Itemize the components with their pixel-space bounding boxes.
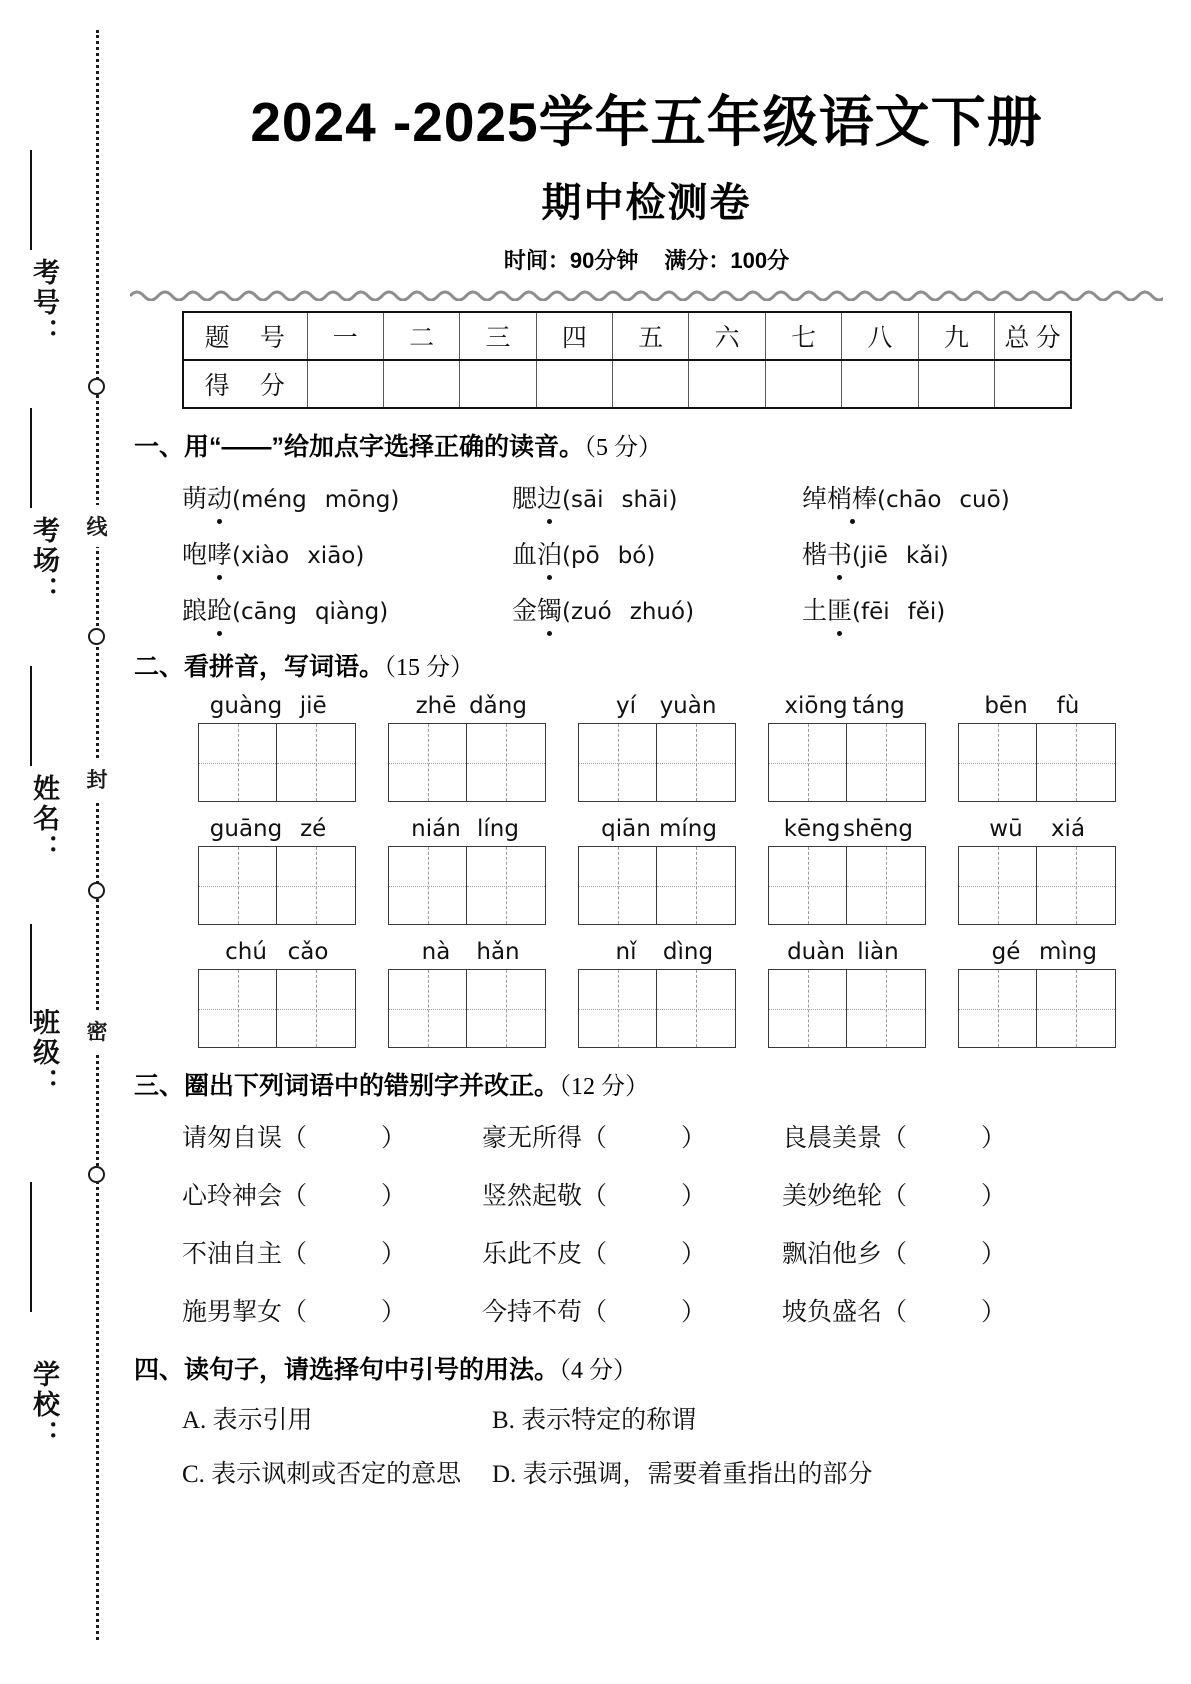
pinyin-option-a[interactable]: fēi [861,599,890,625]
pinyin-syllable-a: nà [421,939,451,965]
score-cell-4[interactable] [536,360,612,408]
score-col-7: 七 [765,312,841,360]
pinyin-pair [372,816,562,842]
section-3-heading [134,1066,1163,1102]
field-label-banji: 班级： [29,1008,59,1098]
tianzige-pair [372,723,562,802]
field-label-xuexiao: 学校： [29,1360,59,1450]
pinyin-pair [182,693,372,719]
tianzige-cell[interactable] [198,969,277,1048]
pinyin-pair [562,939,752,965]
tianzige-pair [942,846,1132,925]
word-prefix: 绰 [802,486,828,513]
binding-circle [88,882,105,899]
wrong-char-row [182,1234,1163,1270]
pinyin-option-b[interactable]: shāi [621,487,669,513]
field-label-kaohao: 考号： [29,258,59,348]
tianzige-cell[interactable] [467,969,546,1048]
option-c[interactable]: C. 表示讽刺或否定的意思 [182,1461,462,1488]
score-col-1: 一 [307,312,383,360]
wrong-char-phrase: 豪无所得（ [482,1125,608,1152]
section-1-body [182,479,1163,627]
score-col-3: 三 [460,312,536,360]
score-cell-2[interactable] [383,360,459,408]
pinyin-pair [942,939,1132,965]
score-cell-6[interactable] [689,360,765,408]
pinyin-pair [372,693,562,719]
pinyin-syllable-a: guāng [209,816,283,842]
tianzige-cell[interactable] [768,846,847,925]
tianzige-cell[interactable] [657,723,736,802]
pinyin-choice-item[interactable]: 腮边(sāi shāi) [512,479,802,515]
pinyin-pair [752,816,942,842]
score-col-total: 总 分 [995,312,1071,360]
tianzige-pair [372,846,562,925]
field-label-xingming: 姓名： [29,774,59,864]
pinyin-syllable-a: xiōng [784,693,848,719]
score-row-label-defen: 得 分 [183,360,307,408]
close-paren: ） [381,1183,407,1210]
tianzige-cell[interactable] [388,723,467,802]
word-prefix: 咆 [182,542,208,569]
tianzige-pair [752,723,942,802]
score-cell-total[interactable] [995,360,1071,408]
score-cell-1[interactable] [307,360,383,408]
pinyin-choice-item[interactable]: 萌动(méng mōng) [182,479,512,515]
pinyin-option-b[interactable]: qiàng [314,599,380,625]
pinyin-syllable-a: bēn [984,693,1028,719]
pinyin-syllable-b: líng [477,816,519,842]
tianzige-cell[interactable] [578,846,657,925]
pinyin-syllable-b: táng [852,693,905,719]
wrong-char-row [182,1118,1163,1154]
pinyin-syllable-b: dìng [662,939,714,965]
close-paren: ） [381,1241,407,1268]
pinyin-syllable-b: liàn [857,939,899,965]
pinyin-choice-item[interactable]: 土匪(fēi fěi) [802,591,1102,627]
pinyin-pair [182,816,372,842]
wrong-char-item[interactable] [182,1176,482,1212]
section-4-heading [134,1350,1163,1386]
pinyin-syllable-b: mìng [1039,939,1097,965]
pinyin-syllable-b: jiē [299,693,327,719]
close-paren: ） [681,1125,707,1152]
pinyin-choice-row [182,591,1163,627]
pinyin-pair [752,939,942,965]
pinyin-write-row [182,939,1163,1048]
section-3-body [182,1118,1163,1328]
pinyin-option-b[interactable]: xiāo [307,543,356,569]
pinyin-syllable-b: míng [659,816,717,842]
word-dotted-char: 书 [827,535,852,571]
total-score-label: 满分：100分 [664,248,790,273]
wrong-char-phrase: 坡负盛名（ [782,1299,908,1326]
option-a[interactable]: A. 表示引用 [182,1407,313,1434]
wrong-char-item[interactable] [782,1118,1082,1154]
tianzige-cell[interactable] [958,969,1037,1048]
binding-dotted-line [96,30,99,1640]
wrong-char-item[interactable] [182,1234,482,1270]
wrong-char-phrase: 不油自主（ [182,1241,308,1268]
pinyin-syllable-a: gé [991,939,1021,965]
tianzige-cell[interactable] [277,723,356,802]
wave-divider [130,287,1163,301]
pinyin-option-b[interactable]: kǎi [905,543,940,569]
score-cell-7[interactable] [765,360,841,408]
tianzige-cell[interactable] [768,723,847,802]
section-4-points: （4 分） [559,1358,638,1384]
pinyin-option-b[interactable]: fěi [907,599,937,625]
pinyin-syllable-a: yí [615,693,636,719]
word-dotted-char: 梢棒 [827,479,877,515]
wrong-char-phrase: 美妙绝轮（ [782,1183,908,1210]
wrong-char-row [182,1176,1163,1212]
section-4-title: 四、读句子，请选择句中引号的用法。 [134,1356,560,1384]
pinyin-option-a[interactable]: méng [241,487,307,513]
word-dotted-char: 边 [537,479,562,515]
binding-circle [88,1166,105,1183]
word-prefix: 土 [802,598,828,625]
pinyin-syllable-a: nián [411,816,461,842]
tianzige-cell[interactable] [657,969,736,1048]
score-cell-8[interactable] [842,360,918,408]
score-col-4: 四 [536,312,612,360]
section-1-heading [134,427,1163,463]
tianzige-pair [562,969,752,1048]
tianzige-cell[interactable] [847,846,926,925]
score-col-2: 二 [383,312,459,360]
wrong-char-phrase: 飘泊他乡（ [782,1241,908,1268]
pinyin-syllable-b: hǎn [476,939,520,965]
tianzige-pair [182,846,372,925]
field-label-kaochang: 考场： [29,516,59,606]
pinyin-syllable-a: guàng [209,693,283,719]
tianzige-pair [942,723,1132,802]
pinyin-option-b[interactable]: bó [617,543,647,569]
pinyin-syllable-b: shēng [843,816,913,842]
wrong-char-phrase: 良晨美景（ [782,1125,908,1152]
pinyin-syllable-b: xiá [1050,816,1086,842]
field-rule [30,408,32,508]
word-prefix: 楷 [802,542,828,569]
pinyin-syllable-b: fù [1056,693,1080,719]
tianzige-cell[interactable] [277,969,356,1048]
wrong-char-item[interactable] [782,1176,1082,1212]
pinyin-option-a[interactable]: cāng [241,599,297,625]
table-row-question-no [183,312,1071,360]
wrong-char-item[interactable] [482,1292,782,1328]
word-prefix: 腮 [512,486,538,513]
pinyin-option-a[interactable]: pō [571,543,600,569]
score-row-label-tihao: 题 号 [183,312,307,360]
section-2-points: （15 分） [384,655,475,681]
tianzige-cell[interactable] [198,846,277,925]
pinyin-choice-item[interactable]: 咆哮(xiào xiāo) [182,535,512,571]
tianzige-cell[interactable] [388,846,467,925]
tianzige-cell[interactable] [467,723,546,802]
score-cell-5[interactable] [613,360,689,408]
pinyin-pair [562,816,752,842]
wrong-char-row [182,1292,1163,1328]
binding-margin [0,0,130,1684]
pinyin-option-a[interactable]: xiào [241,543,290,569]
tianzige-pair [752,846,942,925]
pinyin-pair [942,693,1132,719]
pinyin-choice-item[interactable]: 楷书(jiē kǎi) [802,535,1102,571]
option-d[interactable]: D. 表示强调，需要着重指出的部分 [492,1461,873,1488]
tianzige-pair [372,969,562,1048]
binding-circle [88,378,105,395]
pinyin-syllable-b: zé [300,816,327,842]
pinyin-syllable-b: cǎo [287,939,329,965]
section-3-title: 三、圈出下列词语中的错别字并改正。 [134,1072,560,1100]
section-2-heading [134,647,1163,683]
section-2-body [182,693,1163,1048]
time-label: 时间：90分钟 [503,248,639,273]
tianzige-cell[interactable] [388,969,467,1048]
pinyin-syllable-a: kēng [783,816,841,842]
tianzige-cell[interactable] [958,846,1037,925]
tianzige-cell[interactable] [467,846,546,925]
pinyin-pair [372,939,562,965]
pinyin-write-row [182,693,1163,802]
pinyin-syllable-a: zhē [415,693,457,719]
tianzige-pair [562,846,752,925]
exam-sheet [130,0,1191,1684]
wrong-char-item[interactable] [782,1234,1082,1270]
word-dotted-char: 匪 [827,591,852,627]
word-prefix: 金 [512,598,538,625]
field-rule [30,150,32,250]
wrong-char-phrase: 请匆自误（ [182,1125,308,1152]
pinyin-option-b[interactable]: cuō [959,487,1001,513]
wrong-char-phrase: 今持不苟（ [482,1299,608,1326]
section-2-title: 二、看拼音，写词语。 [134,653,385,681]
pinyin-pair [752,693,942,719]
tianzige-pair [182,723,372,802]
score-col-8: 八 [842,312,918,360]
wrong-char-item[interactable] [482,1118,782,1154]
close-paren: ） [381,1125,407,1152]
pinyin-option-b[interactable]: mōng [324,487,391,513]
pinyin-syllable-a: chú [225,939,267,965]
section-4-body [182,1400,1163,1490]
pinyin-choice-item[interactable]: 血泊(pō bó) [512,535,802,571]
page-subtitle: 期中检测卷 [541,181,752,225]
tianzige-cell[interactable] [1037,969,1116,1048]
tianzige-pair [942,969,1132,1048]
close-paren: ） [681,1183,707,1210]
score-table-wrapper [130,301,1163,409]
pinyin-syllable-a: duàn [787,939,845,965]
close-paren: ） [681,1299,707,1326]
seal-char-feng: 封 [80,758,114,800]
pinyin-pair [182,939,372,965]
tianzige-cell[interactable] [578,969,657,1048]
score-col-6: 六 [689,312,765,360]
field-rule [30,1182,32,1312]
pinyin-option-a[interactable]: chāo [886,487,942,513]
pinyin-choice-row [182,479,1163,515]
table-row-score [183,360,1071,408]
tianzige-pair [562,723,752,802]
pinyin-pair [942,816,1132,842]
tianzige-cell[interactable] [1037,846,1116,925]
pinyin-choice-item[interactable]: 绰梢棒(chāo cuō) [802,479,1102,515]
close-paren: ） [981,1183,1007,1210]
field-rule [30,666,32,766]
pinyin-write-row [182,816,1163,925]
close-paren: ） [981,1125,1007,1152]
wrong-char-phrase: 心玲神会（ [182,1183,308,1210]
word-dotted-char: 哮 [207,535,232,571]
word-dotted-char: 泊 [537,535,562,571]
pinyin-option-a[interactable]: jiē [861,543,888,569]
close-paren: ） [981,1241,1007,1268]
score-cell-3[interactable] [460,360,536,408]
close-paren: ） [381,1299,407,1326]
pinyin-choice-item[interactable]: 踉跄(cāng qiàng) [182,591,512,627]
wrong-char-phrase: 施男挈女（ [182,1299,308,1326]
tianzige-cell[interactable] [1037,723,1116,802]
wrong-char-item[interactable] [182,1118,482,1154]
wrong-char-phrase: 乐此不皮（ [482,1241,608,1268]
tianzige-line [182,723,1163,802]
tianzige-cell[interactable] [847,723,926,802]
pinyin-option-b[interactable]: zhuó [629,599,686,625]
pinyin-label-line [182,693,1163,719]
tianzige-line [182,969,1163,1048]
word-prefix: 踉 [182,598,208,625]
tianzige-cell[interactable] [578,723,657,802]
pinyin-choice-item[interactable]: 金镯(zuó zhuó) [512,591,802,627]
seal-char-mi: 密 [80,1010,114,1052]
tianzige-cell[interactable] [768,969,847,1048]
wrong-char-item[interactable] [482,1234,782,1270]
word-prefix: 血 [512,542,538,569]
pinyin-label-line [182,939,1163,965]
pinyin-option-a[interactable]: zuó [571,599,612,625]
tianzige-cell[interactable] [847,969,926,1048]
section-1-points: （5 分） [584,435,663,461]
section-3-points: （12 分） [559,1074,650,1100]
wrong-char-item[interactable] [482,1176,782,1212]
word-dotted-char: 动 [207,479,232,515]
word-dotted-char: 镯 [537,591,562,627]
tianzige-pair [182,969,372,1048]
option-row [182,1454,1163,1490]
page-title: 2024 -2025学年五年级语文下册 [250,91,1043,153]
word-prefix: 萌 [182,486,208,513]
wrong-char-item[interactable] [782,1292,1082,1328]
close-paren: ） [681,1241,707,1268]
tianzige-pair [752,969,942,1048]
tianzige-cell[interactable] [198,723,277,802]
pinyin-syllable-a: qiān [601,816,651,842]
seal-char-xian: 线 [80,505,114,547]
pinyin-syllable-a: nǐ [615,939,637,965]
tianzige-cell[interactable] [958,723,1037,802]
pinyin-syllable-a: wū [989,816,1023,842]
score-col-5: 五 [613,312,689,360]
pinyin-option-a[interactable]: sāi [571,487,604,513]
tianzige-cell[interactable] [277,846,356,925]
option-row [182,1400,1163,1436]
exam-meta [130,244,1163,275]
tianzige-line [182,846,1163,925]
option-b[interactable]: B. 表示特定的称谓 [492,1407,697,1434]
pinyin-syllable-b: dǎng [469,693,527,719]
close-paren: ） [981,1299,1007,1326]
section-1-title: 一、用“——”给加点字选择正确的读音。 [134,433,585,461]
score-col-9: 九 [918,312,994,360]
score-cell-9[interactable] [918,360,994,408]
wrong-char-item[interactable] [182,1292,482,1328]
score-table [182,311,1072,409]
binding-circle [88,628,105,645]
pinyin-syllable-b: yuàn [659,693,717,719]
word-dotted-char: 跄 [207,591,232,627]
tianzige-cell[interactable] [657,846,736,925]
wrong-char-phrase: 竖然起敬（ [482,1183,608,1210]
pinyin-choice-row [182,535,1163,571]
pinyin-label-line [182,816,1163,842]
pinyin-pair [562,693,752,719]
